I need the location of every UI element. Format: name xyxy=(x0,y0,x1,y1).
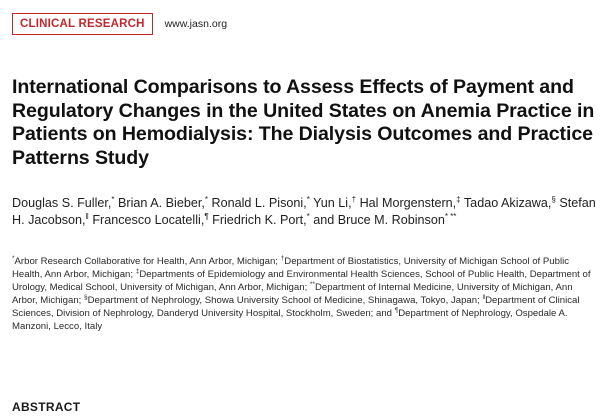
author-affiliation-mark: * ** xyxy=(444,211,457,221)
journal-url[interactable]: www.jasn.org xyxy=(164,18,228,30)
affiliation-text: Department of Internal Medicine, University of Michigan, Ann Arbor, Michigan; xyxy=(12,282,573,307)
author-list: Douglas S. Fuller,* Brian A. Bieber,* Ronald L. Pisoni,* Yun Li,† Hal Morgenstern,‡ Tadao Akizawa,§ Stefan H. Jacobson,‖ Francesco Locatelli,¶ Friedrich K. Port,* and Bruce M. Robinson* ** xyxy=(12,194,596,227)
author-name: Ronald L. Pisoni, xyxy=(211,196,307,210)
author-affiliation-mark: ‖ xyxy=(85,211,89,221)
author-name: Tadao Akizawa, xyxy=(463,196,552,210)
affiliation-text: Department of Biostatistics, University of Michigan School of Public Health, Ann Arbor, Michigan; xyxy=(12,256,570,281)
author-name: Francesco Locatelli, xyxy=(92,212,205,227)
author-affiliation-mark: * xyxy=(306,211,310,221)
affiliation-mark: † xyxy=(280,254,285,262)
affiliation-text: Departments of Epidemiology and Environmental Health Sciences, School of Public Health, Department of Urology, Medical School, University of Michigan, Ann Arbor, Michigan; xyxy=(12,269,591,294)
affiliation-mark: ‡ xyxy=(135,267,140,275)
abstract-heading: ABSTRACT xyxy=(12,400,81,414)
author-name: Bruce M. Robinson xyxy=(337,212,445,227)
author-name: Yun Li, xyxy=(313,196,352,210)
author-name: Hal Morgenstern, xyxy=(359,196,457,210)
author-name: Friedrich K. Port, xyxy=(212,212,307,227)
section-badge: CLINICAL RESEARCH xyxy=(12,13,153,35)
author-affiliation-mark: ‡ xyxy=(456,194,461,204)
affiliation-text: Department of Clinical Sciences, Division of Nephrology, Danderyd University Hospital, Stockholm, Sweden; and xyxy=(12,295,580,320)
affiliation-text: Department of Nephrology, Showa University School of Medicine, Shinagawa, Tokyo, Japan; xyxy=(87,295,483,307)
author-affiliation-mark: † xyxy=(351,194,357,204)
author-affiliation-mark: § xyxy=(551,194,556,204)
author-name: Stefan H. Jacobson, xyxy=(12,196,596,227)
affiliation-mark: ‖ xyxy=(482,294,486,302)
affiliation-mark: * xyxy=(12,254,15,262)
affiliation-list xyxy=(12,255,600,334)
affiliation-text: Arbor Research Collaborative for Health, Ann Arbor, Michigan; xyxy=(14,256,281,267)
page-header xyxy=(12,11,227,37)
affiliation-mark: ** xyxy=(309,281,315,288)
author-affiliation-mark: * xyxy=(306,194,310,204)
affiliation-mark: § xyxy=(84,294,88,302)
author-affiliation-mark: * xyxy=(204,194,208,204)
affiliation-text: Department of Nephrology, Ospedale A. Manzoni, Lecco, Italy xyxy=(12,308,568,333)
author-name: Brian A. Bieber, xyxy=(118,196,205,210)
author-affiliation-mark: * xyxy=(111,194,115,204)
author-name: Douglas S. Fuller, xyxy=(12,196,112,210)
article-title: International Comparisons to Assess Effects of Payment and Regulatory Changes in the United States on Anemia Practice in Patients on Hemodialysis: The Dialysis Outcomes and Practice Patterns Study xyxy=(12,76,595,169)
affiliation-mark: ¶ xyxy=(394,307,399,315)
author-affiliation-mark: ¶ xyxy=(204,211,209,221)
